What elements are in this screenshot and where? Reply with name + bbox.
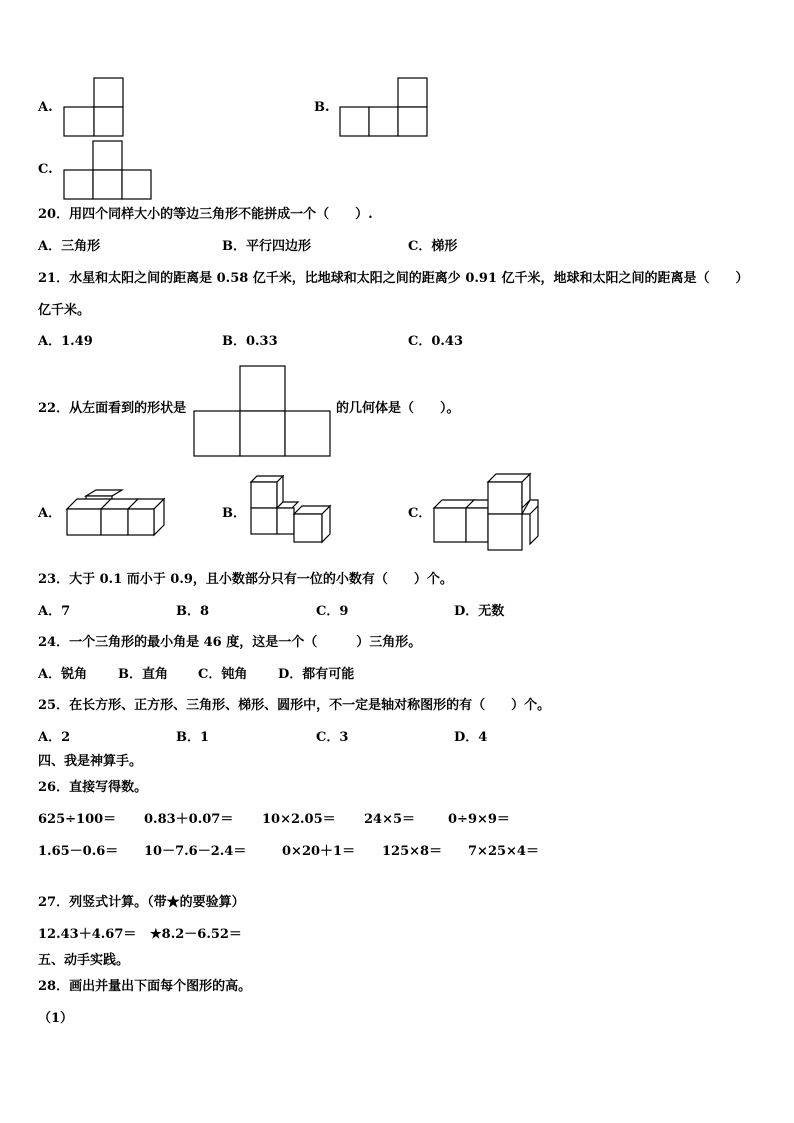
q27-stem: 27．列竖式计算。（带★的要验算） [38,895,245,910]
q19-option-b-figure [340,78,430,138]
q26-r2-c1: 1.65－0.6＝ [38,844,119,859]
q20-stem: 20．用四个同样大小的等边三角形不能拼成一个（ ）. [38,207,373,222]
q26-stem: 26．直接写得数。 [38,780,148,795]
q19-option-a-label: A. [38,100,53,115]
q19-option-a-figure [64,78,124,138]
q28-stem: 28．画出并量出下面每个图形的高。 [38,979,252,994]
q26-r2-c5: 7×25×4＝ [468,844,539,859]
q24-option-c: C．钝角 [198,667,248,682]
q28-sub-1: （1） [38,1011,74,1026]
q21-option-c: C．0.43 [408,334,464,349]
q25-option-a: A．2 [38,730,71,745]
section-4-title: 四、我是神算手。 [38,754,143,769]
q19-option-b-label: B. [314,100,330,115]
q25-option-d: D．4 [454,730,488,745]
q26-r1-c5: 0÷9×9＝ [448,812,510,827]
q26-r2-c2: 10－7.6－2.4＝ [144,844,247,859]
q23-option-b: B．8 [176,604,210,619]
q20-option-c: C．梯形 [408,239,458,254]
q21-option-a: A．1.49 [38,334,93,349]
q27-expr-2: ★8.2－6.52＝ [150,927,242,942]
q24-option-d: D．都有可能 [278,667,355,682]
q19-option-c-label: C. [38,162,53,177]
q23-option-c: C．9 [316,604,349,619]
q24-option-a: A．锐角 [38,667,88,682]
q22-stem-after: 的几何体是（ ）。 [336,401,460,416]
q21-stem-line1: 21．水星和太阳之间的距离是 0.58 亿千米，比地球和太阳之间的距离少 0.91 亿千米，地球和太阳之间的距离是（ ） [38,271,749,286]
section-5-title: 五、动手实践。 [38,953,130,968]
q25-option-c: C．3 [316,730,349,745]
q24-option-b: B．直角 [118,667,168,682]
q20-option-b: B．平行四边形 [222,239,311,254]
q22-stem-before: 22．从左面看到的形状是 [38,401,187,416]
q25-stem: 25．在长方形、正方形、三角形、梯形、圆形中，不一定是轴对称图形的有（ ）个。 [38,698,551,713]
q20-option-a: A．三角形 [38,239,101,254]
q21-option-b: B．0.33 [222,334,278,349]
q26-r1-c3: 10×2.05＝ [262,812,336,827]
q19-option-c-figure [64,141,154,201]
q22-option-a-figure [64,488,169,544]
q22-option-a-label: A． [38,506,62,521]
q22-option-b-figure [248,474,338,546]
q23-option-d: D．无数 [454,604,505,619]
q26-r2-c4: 125×8＝ [382,844,443,859]
q26-r1-c1: 625÷100＝ [38,812,117,827]
q22-option-c-figure [432,472,547,554]
q26-r1-c2: 0.83＋0.07＝ [144,812,234,827]
q25-option-b: B．1 [176,730,210,745]
q26-r2-c3: 0×20＋1＝ [282,844,356,859]
q24-stem: 24．一个三角形的最小角是 46 度，这是一个（ ）三角形。 [38,635,422,650]
q22-left-view-figure [194,366,334,460]
q22-option-c-label: C． [408,506,432,521]
q22-option-b-label: B． [222,506,246,521]
q21-stem-line2: 亿千米。 [38,303,91,318]
q23-option-a: A．7 [38,604,71,619]
q23-stem: 23．大于 0.1 而小于 0.9，且小数部分只有一位的小数有（ ）个。 [38,572,453,587]
q27-expr-1: 12.43＋4.67＝ [38,927,137,942]
q26-r1-c4: 24×5＝ [364,812,416,827]
